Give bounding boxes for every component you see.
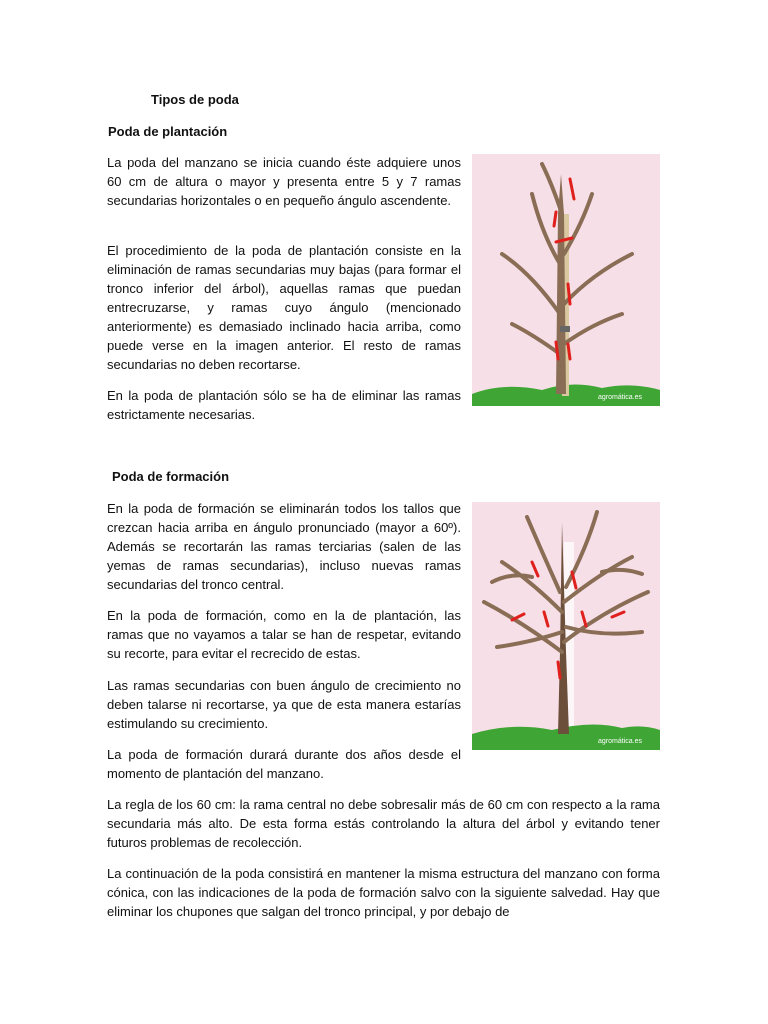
figure-watermark: agromática.es — [598, 738, 642, 745]
paragraph: La continuación de la poda consistirá en mantener la misma estructura del manzano con forma cónica, con las indicaciones de la poda de formación salvo con la siguiente salvedad. Hay que eliminar los chupones que salgan del tronco principal, y por debajo de — [107, 866, 660, 919]
branched-tree-pruning-illustration-icon — [472, 502, 660, 750]
paragraph: La regla de los 60 cm: la rama central no debe sobresalir más de 60 cm con respecto a la rama secundaria más alto. De esta forma estás controlando la altura del árbol y evitando tener futuros problemas de recolección. — [107, 797, 660, 850]
young-tree-figure — [472, 154, 660, 406]
section-heading-formacion: Poda de formación — [112, 469, 230, 484]
paragraph: En la poda de formación se eliminarán todos los tallos que crezcan hacia arriba en ángulo pronunciado (mayor a 60º). Además se recortarán las ramas terciarias (salen de las yemas de ramas secundarias), incluso nuevas ramas secundarias del tronco central. — [107, 501, 461, 592]
paragraph: La poda de formación durará durante dos años desde el momento de plantación del manzano. — [107, 747, 461, 781]
page-title: Tipos de poda — [151, 92, 239, 107]
figure-watermark: agromática.es — [598, 394, 642, 401]
section-heading-plantacion: Poda de plantación — [108, 124, 228, 139]
paragraph: La poda del manzano se inicia cuando éste adquiere unos 60 cm de altura o mayor y presenta entre 5 y 7 ramas secundarias horizontales o en pequeño ángulo ascendente. — [107, 155, 461, 208]
paragraph: En la poda de plantación sólo se ha de eliminar las ramas estrictamente necesarias. — [107, 388, 461, 422]
paragraph: El procedimiento de la poda de plantación consiste en la eliminación de ramas secundarias muy bajas (para formar el tronco inferior del árbol), aquellas ramas que puedan entrecruzarse, y ramas cuyo ángulo (mencionado anteriormente) es demasiado inclinado hacia arriba, como puede verse en la imagen anterior. El resto de ramas secundarias no deben recortarse. — [107, 243, 461, 372]
paragraph: Las ramas secundarias con buen ángulo de crecimiento no deben talarse ni recortarse, ya que de esta manera estarías estimulando su crecimiento. — [107, 678, 461, 731]
young-tree-pruning-illustration-icon — [472, 154, 660, 406]
paragraph: En la poda de formación, como en la de plantación, las ramas que no vayamos a talar se han de respetar, evitando su recorte, para evitar el recrecido de estas. — [107, 608, 461, 661]
branched-tree-figure — [472, 502, 660, 750]
